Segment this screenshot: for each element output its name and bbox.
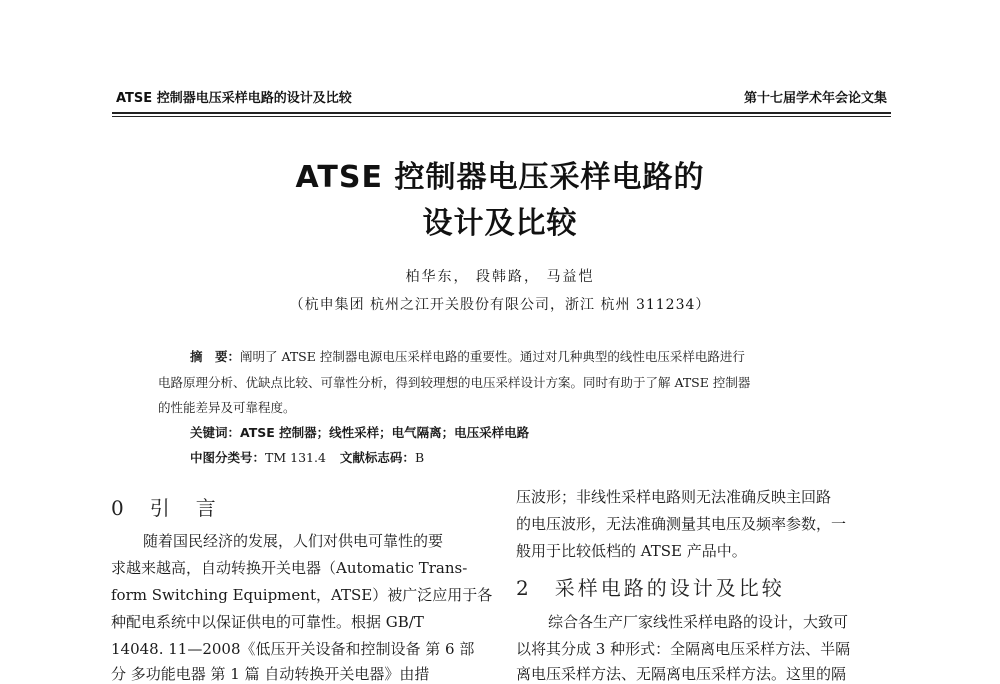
keywords-text: ATSE 控制器；线性采样；电气隔离；电压采样电路 (240, 425, 530, 440)
section-2-heading: 2 采样电路的设计及比较 (516, 576, 785, 600)
classification-code: TM 131.4 (265, 450, 326, 465)
intro-line-3: form Switching Equipment，ATSE）被广泛应用于各 (111, 586, 493, 604)
intro-line-2: 求越来越高，自动转换开关电器（Automatic Trans- (111, 559, 468, 577)
keywords-line (190, 423, 529, 441)
running-header-title: ATSE 控制器电压采样电路的设计及比较 (116, 91, 352, 106)
document-code-label: 文献标志码： (339, 450, 415, 465)
classification-line (190, 448, 424, 466)
abstract-line-3: 的性能差异及可靠程度。 (158, 400, 296, 415)
intro-line-4: 种配电系统中以保证供电的可靠性。根据 GB/T (111, 613, 424, 631)
classification-label: 中图分类号： (190, 450, 266, 465)
abstract-line-1 (190, 347, 745, 365)
right-col-line-1: 压波形；非线性采样电路则无法准确反映主回路 (516, 488, 832, 506)
intro-line-1: 随着国民经济的发展，人们对供电可靠性的要 (143, 532, 444, 550)
header-rule-thin (112, 116, 891, 117)
authors: 柏华东， 段韩路， 马益恺 (405, 269, 595, 285)
right-col-line-3: 般用于比较低档的 ATSE 产品中。 (516, 542, 747, 560)
running-header-proceedings: 第十七届学术年会论文集 (743, 91, 887, 106)
abstract-label: 摘 要： (190, 349, 241, 364)
section-0-heading: 0 引 言 (111, 496, 219, 520)
section-2-line-3: 离电压采样方法、无隔离电压采样方法。这里的隔 (516, 665, 847, 683)
intro-line-6: 分 多功能电器 第 1 篇 自动转换开关电器》由措 (111, 665, 430, 683)
abstract-line-2: 电路原理分析、优缺点比较、可靠性分析，得到较理想的电压采样设计方案。同时有助于了解 ATSE 控制器 (158, 375, 751, 390)
abstract-text-1: 阐明了 ATSE 控制器电源电压采样电路的重要性。通过对几种典型的线性电压采样电路进行 (240, 349, 745, 364)
paper-title-line-1: ATSE 控制器电压采样电路的 (295, 160, 705, 195)
document-code: B (414, 450, 425, 465)
affiliation: （杭申集团 杭州之江开关股份有限公司，浙江 杭州 311234） (289, 297, 711, 313)
keywords-label: 关键词： (190, 425, 241, 440)
section-2-line-1: 综合各生产厂家线性采样电路的设计，大致可 (548, 613, 849, 631)
paper-title-line-2: 设计及比较 (422, 206, 578, 241)
right-col-line-2: 的电压波形，无法准确测量其电压及频率参数，一 (516, 515, 847, 533)
header-rule-thick (112, 112, 891, 114)
section-2-line-2: 以将其分成 3 种形式：全隔离电压采样方法、半隔 (516, 640, 851, 658)
intro-line-5: 14048. 11—2008《低压开关设备和控制设备 第 6 部 (111, 640, 475, 658)
